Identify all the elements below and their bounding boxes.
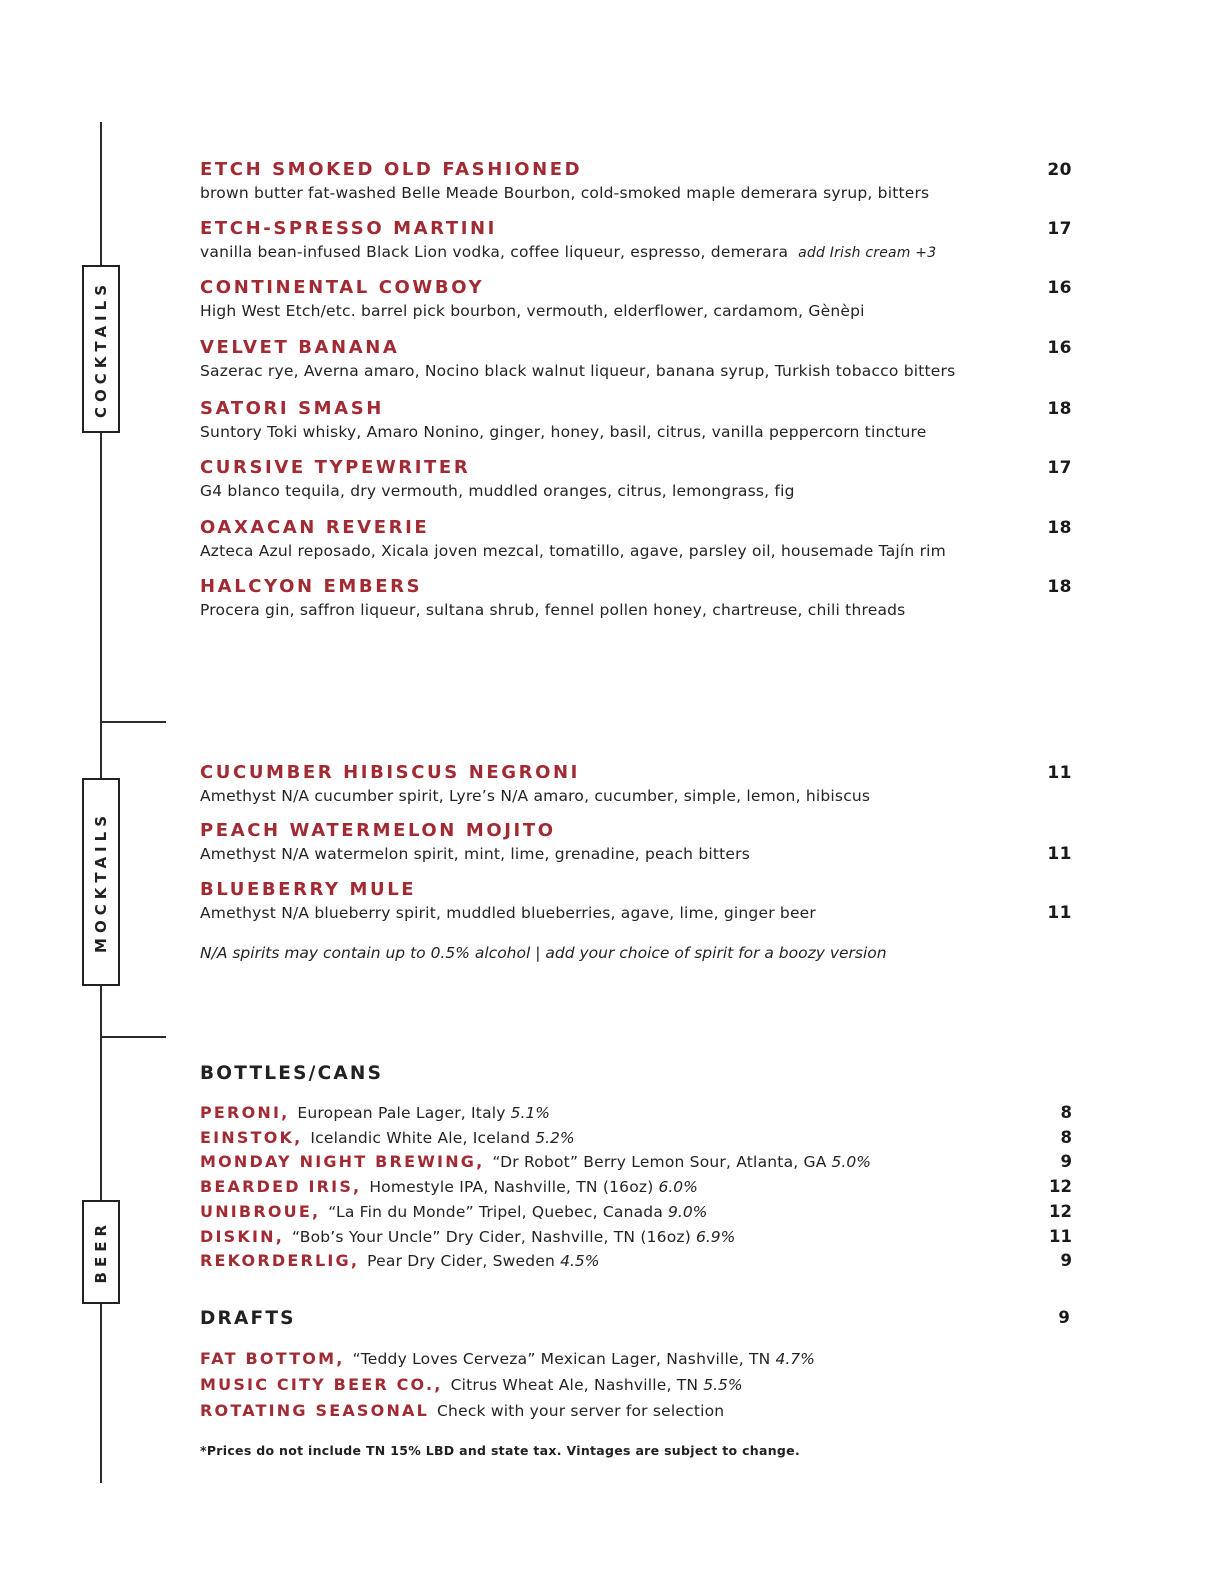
section-label-cocktails: [82, 265, 120, 433]
menu-item-cocktail: [200, 338, 1072, 382]
beer-row: [200, 1101, 1072, 1126]
item-price: 18: [1047, 399, 1072, 419]
menu-item-cocktail: [200, 518, 1072, 562]
drafts-header: [200, 1308, 1072, 1329]
item-name: BLUEBERRY MULE: [200, 879, 417, 900]
item-name: CUCUMBER HIBISCUS NEGRONI: [200, 762, 580, 783]
item-name: PEACH WATERMELON MOJITO: [200, 820, 556, 841]
section-divider-tick: [101, 1036, 166, 1038]
menu-item-cocktail: [200, 458, 1072, 502]
item-description: brown butter fat-washed Belle Meade Bourbon, cold-smoked maple demerara syrup, bitters: [200, 184, 930, 202]
item-name: OAXACAN REVERIE: [200, 517, 430, 538]
menu-item-mocktail: [200, 880, 1072, 924]
beer-abv: 5.2%: [535, 1128, 575, 1147]
item-name: ETCH-SPRESSO MARTINI: [200, 218, 497, 239]
beer-name: FAT BOTTOM,: [200, 1349, 345, 1368]
item-price: 18: [1047, 518, 1072, 538]
tax-footnote: *Prices do not include TN 15% LBD and state tax. Vintages are subject to change.: [200, 1443, 800, 1458]
beer-row: [200, 1200, 1072, 1225]
beer-name: BEARDED IRIS,: [200, 1177, 362, 1197]
item-name: HALCYON EMBERS: [200, 576, 423, 597]
beer-row: [200, 1372, 1072, 1398]
item-description: Procera gin, saffron liqueur, sultana shrub, fennel pollen honey, chartreuse, chili threads: [200, 601, 906, 619]
beer-abv: 9.0%: [668, 1202, 708, 1221]
beer-description: Check with your server for selection: [437, 1402, 725, 1420]
menu-item-cocktail: [200, 219, 1072, 264]
beer-price: 8: [1060, 1103, 1072, 1122]
item-description: Amethyst N/A blueberry spirit, muddled blueberries, agave, lime, ginger beer: [200, 904, 816, 922]
beer-name: REKORDERLIG,: [200, 1251, 360, 1271]
section-label-mocktails: [82, 778, 120, 986]
drafts-title: DRAFTS: [200, 1308, 296, 1329]
beer-row: [200, 1346, 1072, 1372]
beer-label-text: BEER: [92, 1220, 110, 1284]
beer-price: 9: [1060, 1152, 1072, 1172]
beer-description: “La Fin du Monde” Tripel, Quebec, Canada: [328, 1202, 664, 1221]
item-price: 11: [1047, 763, 1072, 783]
beer-description: European Pale Lager, Italy: [297, 1104, 506, 1122]
item-name: ETCH SMOKED OLD FASHIONED: [200, 159, 583, 180]
beer-description: “Bob’s Your Uncle” Dry Cider, Nashville, TN (16oz): [291, 1227, 691, 1246]
drafts-list: [200, 1346, 1072, 1424]
beer-row: [200, 1249, 1072, 1274]
menu-item-cocktail: [200, 577, 1072, 621]
beer-name: MUSIC CITY BEER CO.,: [200, 1375, 443, 1394]
beer-price: 8: [1060, 1127, 1072, 1147]
beer-price: 12: [1049, 1201, 1072, 1221]
item-description: Suntory Toki whisky, Amaro Nonino, ginger, honey, basil, citrus, vanilla peppercorn tincture: [200, 423, 927, 441]
item-name: CONTINENTAL COWBOY: [200, 277, 485, 298]
menu-item-cocktail: [200, 278, 1072, 322]
beer-description: “Teddy Loves Cerveza” Mexican Lager, Nashville, TN: [352, 1350, 771, 1368]
bottles-cans-header: [200, 1063, 1072, 1084]
beer-abv: 5.0%: [831, 1153, 871, 1172]
item-price: 16: [1047, 338, 1072, 358]
item-price: 18: [1047, 577, 1072, 597]
beer-row: [200, 1225, 1072, 1250]
item-description: High West Etch/etc. barrel pick bourbon, vermouth, elderflower, cardamom, Gènèpi: [200, 302, 865, 320]
item-description: vanilla bean-infused Black Lion vodka, coffee liqueur, espresso, demerara add Irish cream +3: [200, 243, 937, 261]
beer-description: Icelandic White Ale, Iceland: [310, 1128, 531, 1147]
beer-abv: 6.9%: [695, 1227, 736, 1246]
item-name: CURSIVE TYPEWRITER: [200, 457, 471, 478]
beer-price: 12: [1049, 1177, 1072, 1197]
beer-name: UNIBROUE,: [200, 1201, 321, 1221]
item-price: 11: [1047, 903, 1072, 923]
beer-abv: 5.5%: [703, 1376, 743, 1394]
bottles-list: [200, 1101, 1072, 1274]
item-price: 17: [1047, 458, 1072, 478]
beer-row: [200, 1126, 1072, 1151]
beer-abv: 4.5%: [560, 1252, 600, 1271]
beer-row: [200, 1150, 1072, 1175]
item-name: SATORI SMASH: [200, 398, 384, 419]
item-name: VELVET BANANA: [200, 337, 400, 358]
mocktails-label-text: MOCKTAILS: [92, 811, 110, 953]
item-description: G4 blanco tequila, dry vermouth, muddled oranges, citrus, lemongrass, fig: [200, 482, 795, 500]
beer-abv: 5.1%: [510, 1104, 551, 1122]
beer-price: 11: [1049, 1226, 1072, 1246]
item-price: 20: [1047, 160, 1072, 180]
beer-name: MONDAY NIGHT BREWING,: [200, 1152, 485, 1172]
item-price: 16: [1047, 278, 1072, 298]
beer-abv: 6.0%: [658, 1178, 698, 1197]
beer-description: Pear Dry Cider, Sweden: [367, 1252, 556, 1271]
beer-name: DISKIN,: [200, 1226, 284, 1246]
cocktails-label-text: COCKTAILS: [92, 279, 110, 418]
item-description: Amethyst N/A cucumber spirit, Lyre’s N/A amaro, cucumber, simple, lemon, hibiscus: [200, 787, 871, 805]
beer-row: [200, 1398, 1072, 1424]
beer-description: “Dr Robot” Berry Lemon Sour, Atlanta, GA: [492, 1153, 827, 1172]
menu-item-cocktail: [200, 399, 1072, 443]
beer-description: Homestyle IPA, Nashville, TN (16oz): [369, 1178, 654, 1197]
menu-item-mocktail: [200, 763, 1072, 807]
drafts-price: 9: [1058, 1308, 1072, 1327]
beer-name: PERONI,: [200, 1103, 290, 1122]
beer-abv: 4.7%: [775, 1350, 815, 1368]
section-divider-tick: [101, 721, 166, 723]
beer-description: Citrus Wheat Ale, Nashville, TN: [450, 1376, 699, 1394]
beer-name: ROTATING SEASONAL: [200, 1401, 430, 1420]
na-spirits-note: N/A spirits may contain up to 0.5% alcohol | add your choice of spirit for a boozy version: [200, 944, 887, 962]
item-price: 11: [1047, 844, 1072, 864]
menu-item-cocktail: [200, 160, 1072, 204]
beer-name: EINSTOK,: [200, 1127, 303, 1147]
menu-content: [200, 0, 1072, 1573]
item-description: Amethyst N/A watermelon spirit, mint, lime, grenadine, peach bitters: [200, 845, 751, 863]
menu-item-mocktail: [200, 821, 1072, 865]
section-label-beer: [82, 1200, 120, 1304]
item-price: 17: [1047, 219, 1072, 239]
item-addon-note: add Irish cream +3: [798, 245, 937, 261]
beer-price: 9: [1060, 1251, 1072, 1271]
bottles-cans-title: BOTTLES/CANS: [200, 1063, 384, 1084]
item-description: Sazerac rye, Averna amaro, Nocino black walnut liqueur, banana syrup, Turkish tobacco bitters: [200, 362, 956, 380]
beer-row: [200, 1175, 1072, 1200]
item-description: Azteca Azul reposado, Xicala joven mezcal, tomatillo, agave, parsley oil, housemade Tajín rim: [200, 542, 946, 560]
